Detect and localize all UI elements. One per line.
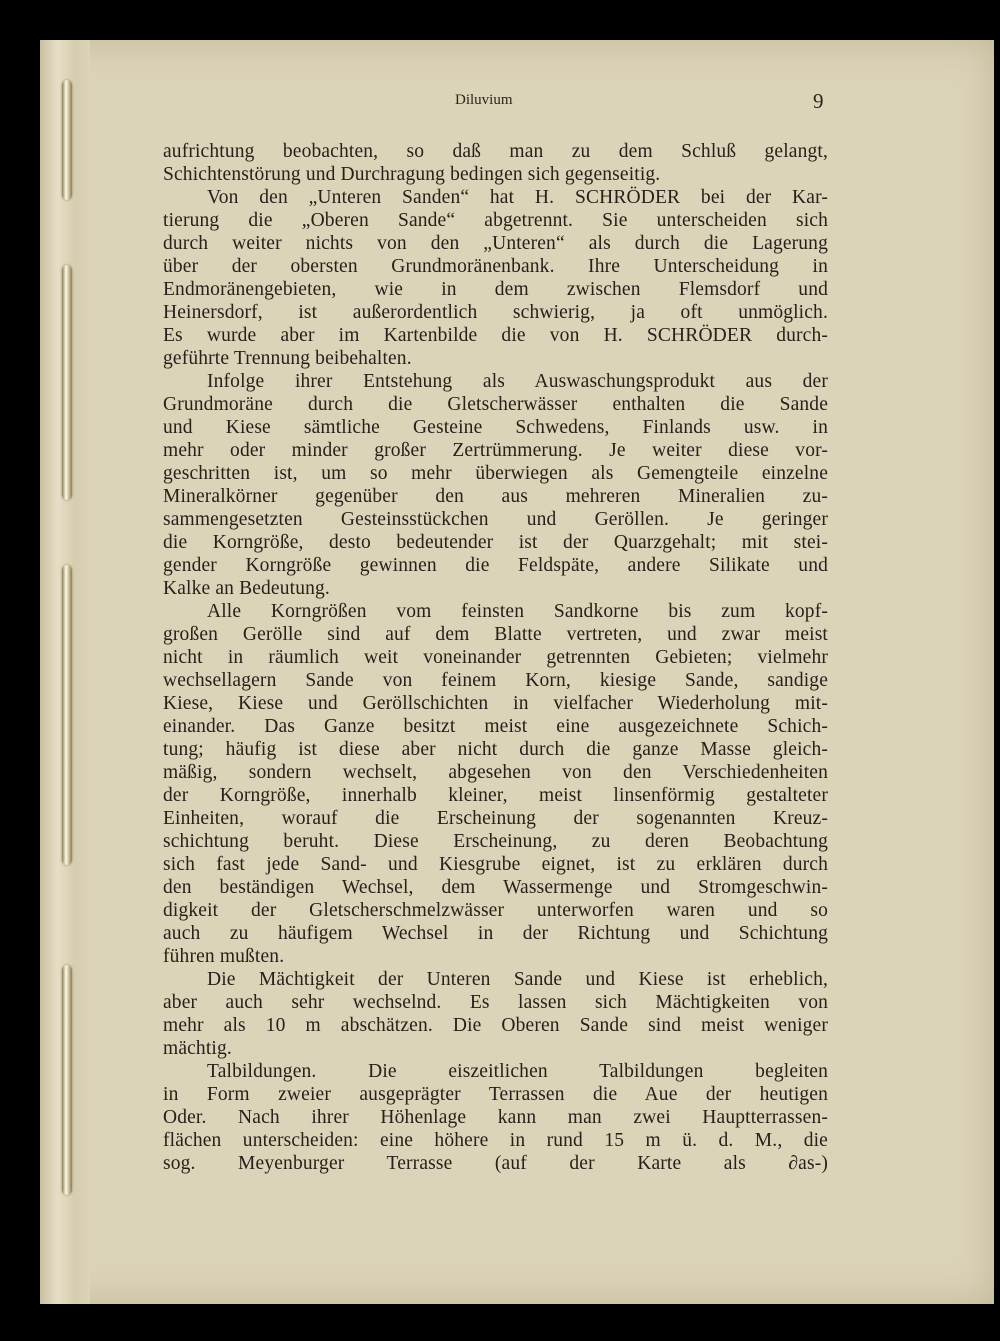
- text-line: Kiese, Kiese und Geröllschichten in vielfacher Wiederholung mit-: [163, 693, 828, 714]
- text-line: in Form zweier ausgeprägter Terrassen die Aue der heutigen: [163, 1084, 828, 1105]
- page-binding: [40, 40, 90, 1304]
- text-line: Infolge ihrer Entstehung als Auswaschungsprodukt aus der: [207, 371, 828, 392]
- text-line: sammengesetzten Gesteinsstückchen und Geröllen. Je geringer: [163, 509, 828, 530]
- text-line: Endmoränengebieten, wie in dem zwischen Flemsdorf und: [163, 279, 828, 300]
- page-header: [40, 89, 994, 116]
- text-line: Talbildungen. Die eiszeitlichen Talbildungen begleiten: [207, 1061, 828, 1082]
- text-line: der Korngröße, innerhalb kleiner, meist linsenförmig gestalteter: [163, 785, 828, 806]
- running-head: Diluvium: [455, 92, 513, 108]
- text-line: schichtung beruht. Diese Erscheinung, zu deren Beobachtung: [163, 831, 828, 852]
- text-line: geschritten ist, um so mehr überwiegen als Gemengteile einzelne: [163, 463, 828, 484]
- text-line: wechsellagern Sande von feinem Korn, kiesige Sande, sandige: [163, 670, 828, 691]
- text-line: mehr oder minder großer Zertrümmerung. Je weiter diese vor-: [163, 440, 828, 461]
- text-line: mäßig, sondern wechselt, abgesehen von den Verschiedenheiten: [163, 762, 828, 783]
- binding-thread: [62, 965, 72, 1195]
- text-line: sich fast jede Sand- und Kiesgrube eignet, ist zu erklären durch: [163, 854, 828, 875]
- text-line: Schichtenstörung und Durchragung bedingen sich gegenseitig.: [163, 164, 661, 185]
- text-line: Die Mächtigkeit der Unteren Sande und Kiese ist erheblich,: [207, 969, 828, 990]
- text-line: aufrichtung beobachten, so daß man zu dem Schluß gelangt,: [163, 141, 828, 162]
- text-line: den beständigen Wechsel, dem Wassermenge und Stromgeschwin-: [163, 877, 828, 898]
- text-line: Einheiten, worauf die Erscheinung der sogenannten Kreuz-: [163, 808, 828, 829]
- book-page: [40, 40, 994, 1304]
- text-line: Von den „Unteren Sanden“ hat H. SCHRÖDER bei der Kar-: [207, 187, 828, 208]
- text-line: auch zu häufigem Wechsel in der Richtung und Schichtung: [163, 923, 828, 944]
- text-line: digkeit der Gletscherschmelzwässer unterworfen waren und so: [163, 900, 828, 921]
- text-line: flächen unterscheiden: eine höhere in rund 15 m ü. d. M., die: [163, 1130, 828, 1151]
- text-line: nicht in räumlich weit voneinander getrennten Gebieten; vielmehr: [163, 647, 828, 668]
- text-line: großen Gerölle sind auf dem Blatte vertreten, und zwar meist: [163, 624, 828, 645]
- text-line: Mineralkörner gegenüber den aus mehreren Mineralien zu-: [163, 486, 828, 507]
- page-number: 9: [813, 89, 824, 113]
- text-line: führen mußten.: [163, 946, 285, 967]
- body-text: [163, 140, 828, 1175]
- text-line: aber auch sehr wechselnd. Es lassen sich Mächtigkeiten von: [163, 992, 828, 1013]
- text-line: durch weiter nichts von den „Unteren“ als durch die Lagerung: [163, 233, 828, 254]
- text-line: tung; häufig ist diese aber nicht durch die ganze Masse gleich-: [163, 739, 828, 760]
- text-line: Es wurde aber im Kartenbilde die von H. SCHRÖDER durch-: [163, 325, 828, 346]
- text-line: tierung die „Oberen Sande“ abgetrennt. Sie unterscheiden sich: [163, 210, 828, 231]
- text-line: mehr als 10 m abschätzen. Die Oberen Sande sind meist weniger: [163, 1015, 828, 1036]
- binding-thread: [62, 265, 72, 500]
- text-line: die Korngröße, desto bedeutender ist der Quarzgehalt; mit stei-: [163, 532, 828, 553]
- binding-thread: [62, 565, 72, 865]
- text-line: sog. Meyenburger Terrasse (auf der Karte als ∂as-): [163, 1153, 828, 1174]
- text-line: über der obersten Grundmoränenbank. Ihre Unterscheidung in: [163, 256, 828, 277]
- text-line: Oder. Nach ihrer Höhenlage kann man zwei Hauptterrassen-: [163, 1107, 828, 1128]
- text-line: mächtig.: [163, 1038, 232, 1059]
- text-line: geführte Trennung beibehalten.: [163, 348, 412, 369]
- text-line: und Kiese sämtliche Gesteine Schwedens, Finlands usw. in: [163, 417, 828, 438]
- text-line: gender Korngröße gewinnen die Feldspäte, andere Silikate und: [163, 555, 828, 576]
- text-line: Kalke an Bedeutung.: [163, 578, 330, 599]
- text-line: Alle Korngrößen vom feinsten Sandkorne bis zum kopf-: [207, 601, 828, 622]
- text-line: einander. Das Ganze besitzt meist eine ausgezeichnete Schich-: [163, 716, 828, 737]
- text-line: Grundmoräne durch die Gletscherwässer enthalten die Sande: [163, 394, 828, 415]
- text-line: Heinersdorf, ist außerordentlich schwierig, ja oft unmöglich.: [163, 302, 828, 323]
